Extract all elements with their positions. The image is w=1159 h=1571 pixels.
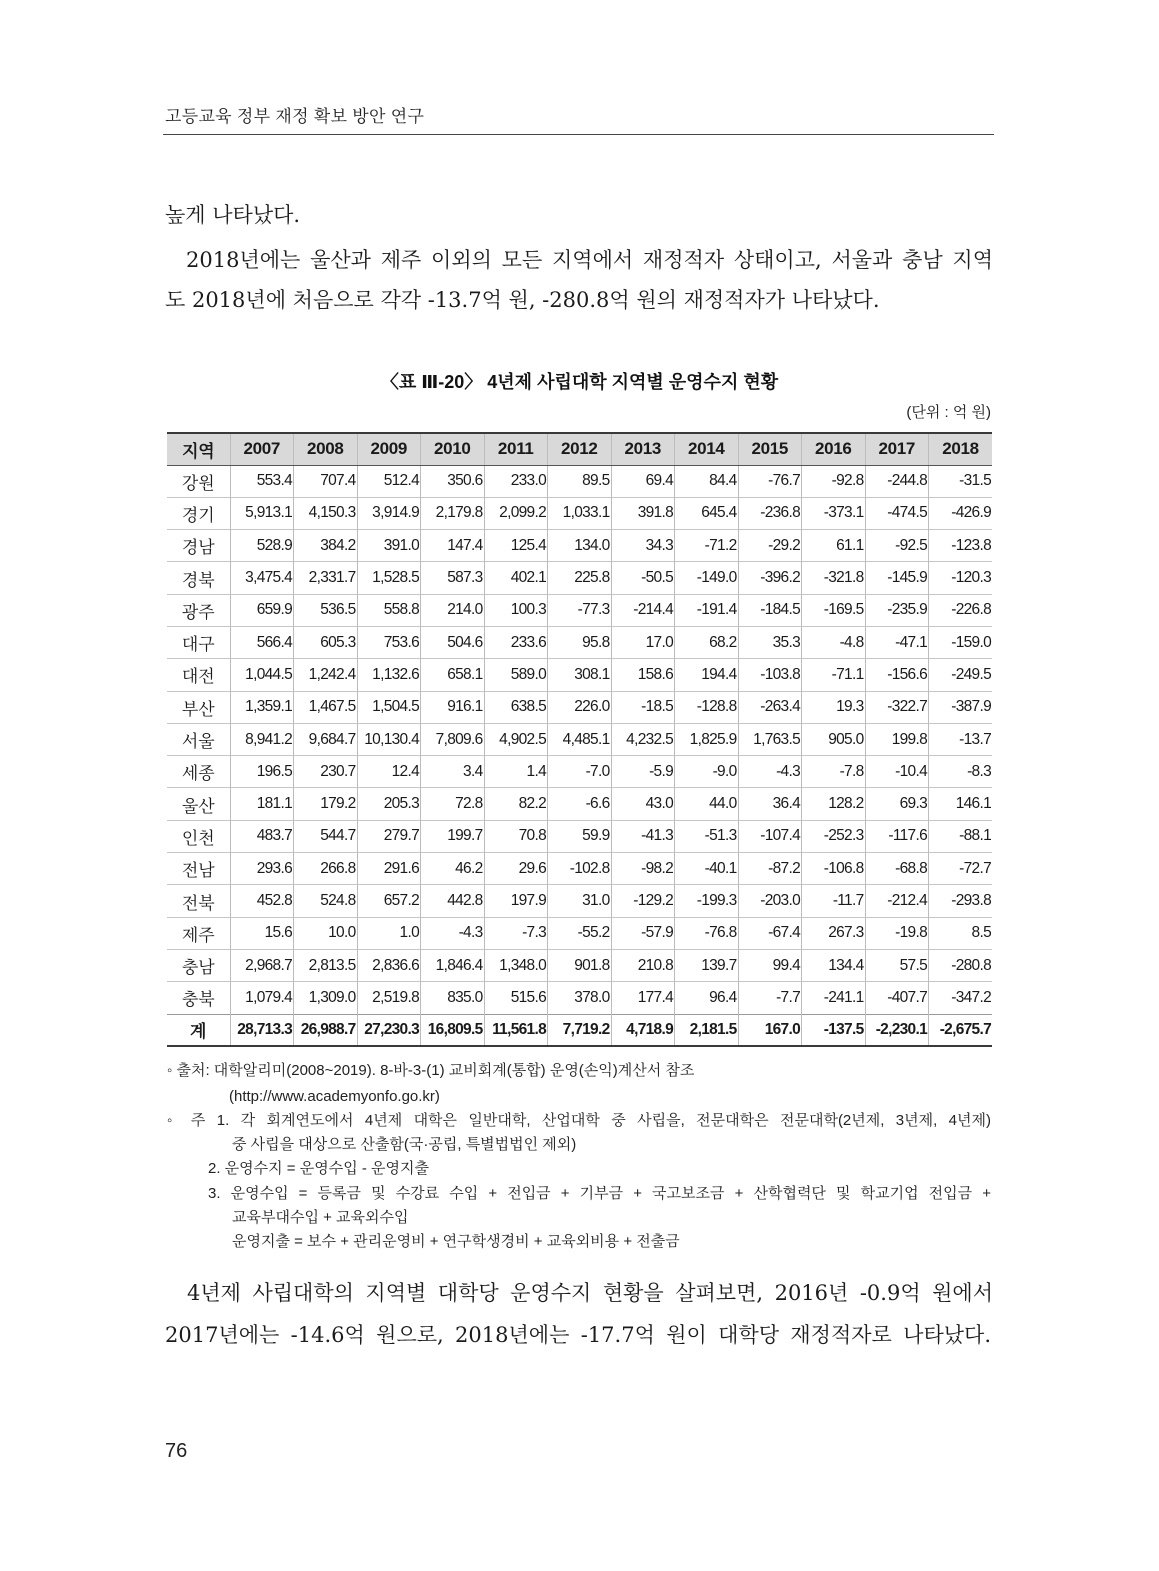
year-header: 2013	[611, 433, 675, 465]
value-cell: 99.4	[738, 949, 802, 981]
value-cell: -236.8	[738, 497, 802, 529]
value-cell: 658.1	[421, 659, 485, 691]
value-cell: -137.5	[802, 1014, 866, 1046]
value-cell: 2,813.5	[294, 949, 358, 981]
page-number: 76	[165, 1440, 188, 1462]
region-cell: 전북	[167, 885, 230, 917]
table-row	[167, 917, 992, 949]
value-cell: -31.5	[929, 465, 993, 497]
value-cell: 1,359.1	[230, 691, 294, 723]
value-cell: -71.1	[802, 659, 866, 691]
value-cell: 27,230.3	[357, 1014, 421, 1046]
table-row	[167, 885, 992, 917]
table-body	[167, 465, 992, 1046]
value-cell: -72.7	[929, 853, 993, 885]
year-header: 2007	[230, 433, 294, 465]
value-cell: 1,132.6	[357, 659, 421, 691]
value-cell: -123.8	[929, 530, 993, 562]
value-cell: 69.4	[611, 465, 675, 497]
value-cell: -396.2	[738, 562, 802, 594]
region-cell: 전남	[167, 853, 230, 885]
value-cell: -87.2	[738, 853, 802, 885]
value-cell: -7.3	[484, 917, 548, 949]
value-cell: 17.0	[611, 626, 675, 658]
value-cell: 1,528.5	[357, 562, 421, 594]
value-cell: 28,713.3	[230, 1014, 294, 1046]
value-cell: 1,467.5	[294, 691, 358, 723]
value-cell: -263.4	[738, 691, 802, 723]
paragraph-line: 높게 나타났다.	[165, 203, 301, 227]
value-cell: 1,763.5	[738, 723, 802, 755]
value-cell: 225.8	[548, 562, 612, 594]
value-cell: 214.0	[421, 594, 485, 626]
value-cell: 233.0	[484, 465, 548, 497]
value-cell: 177.4	[611, 982, 675, 1014]
value-cell: 1,309.0	[294, 982, 358, 1014]
region-cell: 계	[167, 1014, 230, 1046]
value-cell: -98.2	[611, 853, 675, 885]
value-cell: -6.6	[548, 788, 612, 820]
value-cell: 707.4	[294, 465, 358, 497]
value-cell: -47.1	[865, 626, 929, 658]
value-cell: 139.7	[675, 949, 739, 981]
value-cell: 1,846.4	[421, 949, 485, 981]
region-cell: 경북	[167, 562, 230, 594]
value-cell: -107.4	[738, 820, 802, 852]
value-cell: -149.0	[675, 562, 739, 594]
value-cell: 95.8	[548, 626, 612, 658]
value-cell: 835.0	[421, 982, 485, 1014]
table-row	[167, 626, 992, 658]
running-title: 고등교육 정부 재정 확보 방안 연구	[165, 107, 425, 126]
year-header: 2012	[548, 433, 612, 465]
value-cell: 199.7	[421, 820, 485, 852]
value-cell: 528.9	[230, 530, 294, 562]
region-cell: 서울	[167, 723, 230, 755]
value-cell: 197.9	[484, 885, 548, 917]
value-cell: 34.3	[611, 530, 675, 562]
value-cell: -244.8	[865, 465, 929, 497]
value-cell: -13.7	[929, 723, 993, 755]
value-cell: 10,130.4	[357, 723, 421, 755]
value-cell: 230.7	[294, 756, 358, 788]
region-cell: 경기	[167, 497, 230, 529]
paragraph-line: 도 2018년에 처음으로 각각 -13.7억 원, -280.8억 원의 재정적자가 나타났다.	[165, 288, 880, 312]
value-cell: -249.5	[929, 659, 993, 691]
value-cell: 391.0	[357, 530, 421, 562]
value-cell: 5,913.1	[230, 497, 294, 529]
value-cell: 199.8	[865, 723, 929, 755]
value-cell: 35.3	[738, 626, 802, 658]
value-cell: 31.0	[548, 885, 612, 917]
value-cell: 4,150.3	[294, 497, 358, 529]
region-cell: 인천	[167, 820, 230, 852]
value-cell: 233.6	[484, 626, 548, 658]
value-cell: -184.5	[738, 594, 802, 626]
value-cell: -426.9	[929, 497, 993, 529]
value-cell: 29.6	[484, 853, 548, 885]
value-cell: 7,809.6	[421, 723, 485, 755]
value-cell: 19.3	[802, 691, 866, 723]
value-cell: -106.8	[802, 853, 866, 885]
value-cell: 3.4	[421, 756, 485, 788]
value-cell: 566.4	[230, 626, 294, 658]
value-cell: 12.4	[357, 756, 421, 788]
value-cell: 4,718.9	[611, 1014, 675, 1046]
value-cell: 391.8	[611, 497, 675, 529]
region-cell: 대전	[167, 659, 230, 691]
value-cell: 9,684.7	[294, 723, 358, 755]
value-cell: -77.3	[548, 594, 612, 626]
region-header: 지역	[167, 433, 230, 465]
region-cell: 대구	[167, 626, 230, 658]
value-cell: 26,988.7	[294, 1014, 358, 1046]
value-cell: 68.2	[675, 626, 739, 658]
region-cell: 경남	[167, 530, 230, 562]
value-cell: 524.8	[294, 885, 358, 917]
value-cell: -50.5	[611, 562, 675, 594]
value-cell: -252.3	[802, 820, 866, 852]
table-row	[167, 982, 992, 1014]
value-cell: 61.1	[802, 530, 866, 562]
value-cell: 2,968.7	[230, 949, 294, 981]
value-cell: 15.6	[230, 917, 294, 949]
value-cell: 605.3	[294, 626, 358, 658]
value-cell: -18.5	[611, 691, 675, 723]
value-cell: -29.2	[738, 530, 802, 562]
table-unit: (단위 : 억 원)	[906, 404, 991, 421]
year-header: 2016	[802, 433, 866, 465]
value-cell: 2,331.7	[294, 562, 358, 594]
value-cell: 82.2	[484, 788, 548, 820]
value-cell: 210.8	[611, 949, 675, 981]
value-cell: -241.1	[802, 982, 866, 1014]
value-cell: 901.8	[548, 949, 612, 981]
value-cell: 504.6	[421, 626, 485, 658]
value-cell: -19.8	[865, 917, 929, 949]
value-cell: -7.8	[802, 756, 866, 788]
value-cell: 43.0	[611, 788, 675, 820]
source-note: ◦ 출처: 대학알리미(2008~2019). 8-바-3-(1) 교비회계(통합) 운영(손익)계산서 참조	[167, 1062, 695, 1079]
value-cell: 44.0	[675, 788, 739, 820]
region-cell: 부산	[167, 691, 230, 723]
value-cell: 194.4	[675, 659, 739, 691]
table-row	[167, 756, 992, 788]
year-header: 2011	[484, 433, 548, 465]
value-cell: 1,033.1	[548, 497, 612, 529]
value-cell: -7.0	[548, 756, 612, 788]
value-cell: -103.8	[738, 659, 802, 691]
total-row	[167, 1014, 992, 1046]
value-cell: -51.3	[675, 820, 739, 852]
value-cell: -280.8	[929, 949, 993, 981]
region-cell: 충남	[167, 949, 230, 981]
table-caption: 〈표 Ⅲ-20〉 4년제 사립대학 지역별 운영수지 현황	[380, 372, 779, 392]
value-cell: -235.9	[865, 594, 929, 626]
data-table	[167, 432, 992, 1047]
value-cell: 645.4	[675, 497, 739, 529]
value-cell: 36.4	[738, 788, 802, 820]
year-header: 2009	[357, 433, 421, 465]
value-cell: 59.9	[548, 820, 612, 852]
table-row	[167, 465, 992, 497]
paragraph-line: 2017년에는 -14.6억 원으로, 2018년에는 -17.7억 원이 대학당 재정적자로 나타났다.	[165, 1323, 991, 1347]
value-cell: 96.4	[675, 982, 739, 1014]
value-cell: 4,485.1	[548, 723, 612, 755]
value-cell: -5.9	[611, 756, 675, 788]
note-3-expense: 운영지출 = 보수 + 관리운영비 + 연구학생경비 + 교육외비용 + 전출금	[232, 1233, 680, 1250]
value-cell: -92.8	[802, 465, 866, 497]
source-url: (http://www.academyonfo.go.kr)	[229, 1088, 440, 1105]
value-cell: -11.7	[802, 885, 866, 917]
table-row	[167, 788, 992, 820]
value-cell: -88.1	[929, 820, 993, 852]
value-cell: 378.0	[548, 982, 612, 1014]
value-cell: 1,348.0	[484, 949, 548, 981]
value-cell: 536.5	[294, 594, 358, 626]
value-cell: -347.2	[929, 982, 993, 1014]
region-cell: 울산	[167, 788, 230, 820]
value-cell: -293.8	[929, 885, 993, 917]
table-header-row	[167, 433, 992, 465]
table-row	[167, 949, 992, 981]
value-cell: 2,836.6	[357, 949, 421, 981]
note-3: 3. 운영수입 = 등록금 및 수강료 수입 + 전입금 + 기부금 + 국고보조금 + 산학협력단 및 학교기업 전입금 +	[208, 1185, 991, 1202]
note-3-continued: 교육부대수입 + 교육외수입	[232, 1209, 409, 1226]
note-1-continued: 중 사립을 대상으로 산출함(국·공립, 특별법법인 제외)	[232, 1136, 577, 1153]
value-cell: 657.2	[357, 885, 421, 917]
value-cell: 167.0	[738, 1014, 802, 1046]
table-row	[167, 497, 992, 529]
value-cell: -191.4	[675, 594, 739, 626]
value-cell: -67.4	[738, 917, 802, 949]
value-cell: -7.7	[738, 982, 802, 1014]
value-cell: 402.1	[484, 562, 548, 594]
value-cell: 226.0	[548, 691, 612, 723]
value-cell: 3,475.4	[230, 562, 294, 594]
value-cell: 638.5	[484, 691, 548, 723]
note-2: 2. 운영수지 = 운영수입 - 운영지출	[208, 1160, 429, 1177]
year-header: 2017	[865, 433, 929, 465]
value-cell: 452.8	[230, 885, 294, 917]
value-cell: 128.2	[802, 788, 866, 820]
value-cell: 72.8	[421, 788, 485, 820]
value-cell: -68.8	[865, 853, 929, 885]
value-cell: 179.2	[294, 788, 358, 820]
table-row	[167, 723, 992, 755]
value-cell: -2,230.1	[865, 1014, 929, 1046]
paragraph-line: 4년제 사립대학의 지역별 대학당 운영수지 현황을 살펴보면, 2016년 -0.9억 원에서	[187, 1281, 993, 1305]
value-cell: -76.8	[675, 917, 739, 949]
value-cell: -373.1	[802, 497, 866, 529]
value-cell: -145.9	[865, 562, 929, 594]
paragraph-line: 2018년에는 울산과 제주 이외의 모든 지역에서 재정적자 상태이고, 서울과 충남 지역	[186, 248, 993, 272]
value-cell: 2,099.2	[484, 497, 548, 529]
value-cell: -40.1	[675, 853, 739, 885]
value-cell: -169.5	[802, 594, 866, 626]
value-cell: -199.3	[675, 885, 739, 917]
value-cell: -129.2	[611, 885, 675, 917]
table-row	[167, 530, 992, 562]
value-cell: 1.4	[484, 756, 548, 788]
value-cell: 4,902.5	[484, 723, 548, 755]
value-cell: 293.6	[230, 853, 294, 885]
value-cell: -474.5	[865, 497, 929, 529]
value-cell: 70.8	[484, 820, 548, 852]
year-header: 2014	[675, 433, 739, 465]
value-cell: 2,519.8	[357, 982, 421, 1014]
value-cell: -9.0	[675, 756, 739, 788]
value-cell: 8.5	[929, 917, 993, 949]
year-header: 2010	[421, 433, 485, 465]
value-cell: 10.0	[294, 917, 358, 949]
value-cell: 196.5	[230, 756, 294, 788]
region-cell: 강원	[167, 465, 230, 497]
table-row	[167, 594, 992, 626]
region-cell: 제주	[167, 917, 230, 949]
value-cell: 553.4	[230, 465, 294, 497]
value-cell: -57.9	[611, 917, 675, 949]
value-cell: -214.4	[611, 594, 675, 626]
value-cell: -92.5	[865, 530, 929, 562]
year-header: 2018	[929, 433, 993, 465]
value-cell: 350.6	[421, 465, 485, 497]
value-cell: 1,079.4	[230, 982, 294, 1014]
value-cell: 2,181.5	[675, 1014, 739, 1046]
value-cell: -321.8	[802, 562, 866, 594]
note-1: ◦ 주 1. 각 회계연도에서 4년제 대학은 일반대학, 산업대학 중 사립을, 전문대학은 전문대학(2년제, 3년제, 4년제)	[167, 1112, 991, 1129]
value-cell: 587.3	[421, 562, 485, 594]
value-cell: -71.2	[675, 530, 739, 562]
value-cell: 544.7	[294, 820, 358, 852]
year-header: 2008	[294, 433, 358, 465]
value-cell: 46.2	[421, 853, 485, 885]
value-cell: 266.8	[294, 853, 358, 885]
value-cell: 125.4	[484, 530, 548, 562]
value-cell: 181.1	[230, 788, 294, 820]
value-cell: -387.9	[929, 691, 993, 723]
value-cell: -212.4	[865, 885, 929, 917]
value-cell: -159.0	[929, 626, 993, 658]
value-cell: -10.4	[865, 756, 929, 788]
value-cell: 1,504.5	[357, 691, 421, 723]
value-cell: 16,809.5	[421, 1014, 485, 1046]
value-cell: 69.3	[865, 788, 929, 820]
value-cell: 158.6	[611, 659, 675, 691]
value-cell: -156.6	[865, 659, 929, 691]
region-cell: 충북	[167, 982, 230, 1014]
value-cell: 916.1	[421, 691, 485, 723]
value-cell: 147.4	[421, 530, 485, 562]
value-cell: -407.7	[865, 982, 929, 1014]
value-cell: 57.5	[865, 949, 929, 981]
region-cell: 광주	[167, 594, 230, 626]
value-cell: 589.0	[484, 659, 548, 691]
value-cell: 146.1	[929, 788, 993, 820]
value-cell: -76.7	[738, 465, 802, 497]
value-cell: -2,675.7	[929, 1014, 993, 1046]
value-cell: 279.7	[357, 820, 421, 852]
value-cell: 84.4	[675, 465, 739, 497]
value-cell: -4.8	[802, 626, 866, 658]
value-cell: 7,719.2	[548, 1014, 612, 1046]
table-row	[167, 562, 992, 594]
value-cell: 89.5	[548, 465, 612, 497]
value-cell: -102.8	[548, 853, 612, 885]
value-cell: -203.0	[738, 885, 802, 917]
header-rule	[163, 134, 994, 135]
value-cell: -322.7	[865, 691, 929, 723]
value-cell: 515.6	[484, 982, 548, 1014]
table-row	[167, 691, 992, 723]
table-row	[167, 659, 992, 691]
value-cell: 4,232.5	[611, 723, 675, 755]
value-cell: 442.8	[421, 885, 485, 917]
value-cell: 558.8	[357, 594, 421, 626]
value-cell: -4.3	[738, 756, 802, 788]
value-cell: 267.3	[802, 917, 866, 949]
value-cell: -55.2	[548, 917, 612, 949]
value-cell: 2,179.8	[421, 497, 485, 529]
value-cell: 291.6	[357, 853, 421, 885]
value-cell: 905.0	[802, 723, 866, 755]
value-cell: 205.3	[357, 788, 421, 820]
value-cell: -117.6	[865, 820, 929, 852]
value-cell: 1.0	[357, 917, 421, 949]
value-cell: 753.6	[357, 626, 421, 658]
value-cell: 8,941.2	[230, 723, 294, 755]
value-cell: -4.3	[421, 917, 485, 949]
value-cell: -8.3	[929, 756, 993, 788]
table-row	[167, 820, 992, 852]
value-cell: 11,561.8	[484, 1014, 548, 1046]
value-cell: 1,242.4	[294, 659, 358, 691]
value-cell: 3,914.9	[357, 497, 421, 529]
year-header: 2015	[738, 433, 802, 465]
value-cell: -41.3	[611, 820, 675, 852]
value-cell: 384.2	[294, 530, 358, 562]
region-cell: 세종	[167, 756, 230, 788]
value-cell: 1,044.5	[230, 659, 294, 691]
value-cell: 1,825.9	[675, 723, 739, 755]
value-cell: 308.1	[548, 659, 612, 691]
value-cell: 134.0	[548, 530, 612, 562]
table-row	[167, 853, 992, 885]
value-cell: -128.8	[675, 691, 739, 723]
value-cell: -120.3	[929, 562, 993, 594]
value-cell: 483.7	[230, 820, 294, 852]
value-cell: 100.3	[484, 594, 548, 626]
value-cell: 512.4	[357, 465, 421, 497]
value-cell: 134.4	[802, 949, 866, 981]
value-cell: 659.9	[230, 594, 294, 626]
value-cell: -226.8	[929, 594, 993, 626]
